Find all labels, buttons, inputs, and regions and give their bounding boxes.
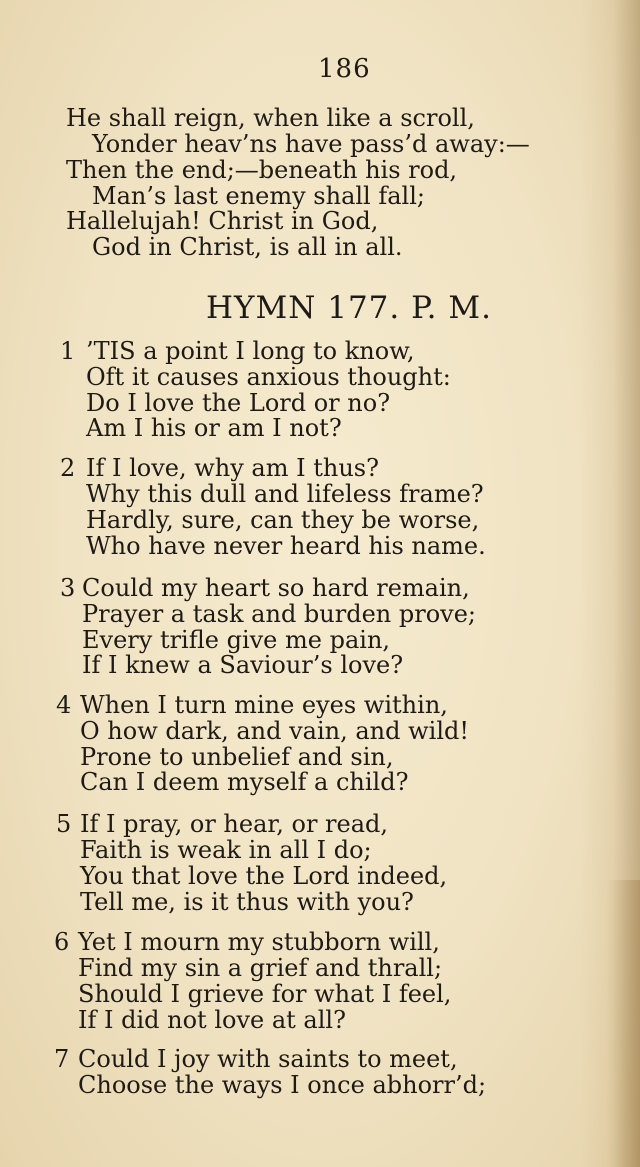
verse-line: God in Christ, is all in all. bbox=[92, 233, 403, 261]
verse-line: Could my heart so hard remain, bbox=[82, 574, 470, 602]
stanza-number: 3 bbox=[60, 574, 76, 602]
page-number: 186 bbox=[318, 54, 371, 84]
verse-line: Man’s last enemy shall fall; bbox=[92, 182, 425, 210]
verse-line: Prone to unbelief and sin, bbox=[80, 743, 394, 771]
verse-line: Could I joy with saints to meet, bbox=[78, 1045, 458, 1073]
stanza-number: 5 bbox=[56, 810, 72, 838]
hymn-title: HYMN 177. P. M. bbox=[206, 290, 492, 326]
verse-line: If I love, why am I thus? bbox=[86, 454, 379, 482]
stanza-number: 4 bbox=[56, 691, 72, 719]
verse-line: Am I his or am I not? bbox=[86, 414, 342, 442]
verse-line: Choose the ways I once abhorr’d; bbox=[78, 1071, 487, 1099]
verse-line: Then the end;—beneath his rod, bbox=[66, 156, 458, 184]
verse-line: Yet I mourn my stubborn will, bbox=[78, 928, 440, 956]
stanza-number: 2 bbox=[60, 454, 76, 482]
verse-line: Oft it causes anxious thought: bbox=[86, 363, 451, 391]
verse-line: Hardly, sure, can they be worse, bbox=[86, 506, 480, 534]
verse-line: Why this dull and lifeless frame? bbox=[86, 480, 484, 508]
verse-line: If I pray, or hear, or read, bbox=[80, 810, 389, 838]
verse-line: O how dark, and vain, and wild! bbox=[80, 717, 470, 745]
verse-line: Every trifle give me pain, bbox=[82, 626, 391, 654]
verse-line: Should I grieve for what I feel, bbox=[78, 980, 452, 1008]
stanza-number: 7 bbox=[54, 1045, 70, 1073]
verse-line: He shall reign, when like a scroll, bbox=[66, 104, 475, 132]
verse-line: ’TIS a point I long to know, bbox=[86, 337, 415, 365]
verse-line: Find my sin a grief and thrall; bbox=[78, 954, 443, 982]
stanza-number: 6 bbox=[54, 928, 70, 956]
verse-line: Tell me, is it thus with you? bbox=[80, 888, 414, 916]
verse-line: Do I love the Lord or no? bbox=[86, 389, 391, 417]
verse-line: If I did not love at all? bbox=[78, 1006, 346, 1034]
verse-line: Hallelujah! Christ in God, bbox=[66, 207, 379, 235]
verse-line: If I knew a Saviour’s love? bbox=[82, 651, 404, 679]
page-edge-foxing bbox=[606, 880, 640, 1167]
verse-line: When I turn mine eyes within, bbox=[80, 691, 448, 719]
verse-line: You that love the Lord indeed, bbox=[80, 862, 448, 890]
verse-line: Prayer a task and burden prove; bbox=[82, 600, 477, 628]
verse-line: Yonder heav’ns have pass’d away:— bbox=[92, 130, 530, 158]
verse-line: Who have never heard his name. bbox=[86, 532, 486, 560]
verse-line: Faith is weak in all I do; bbox=[80, 836, 372, 864]
verse-line: Can I deem myself a child? bbox=[80, 768, 409, 796]
stanza-number: 1 bbox=[60, 337, 76, 365]
